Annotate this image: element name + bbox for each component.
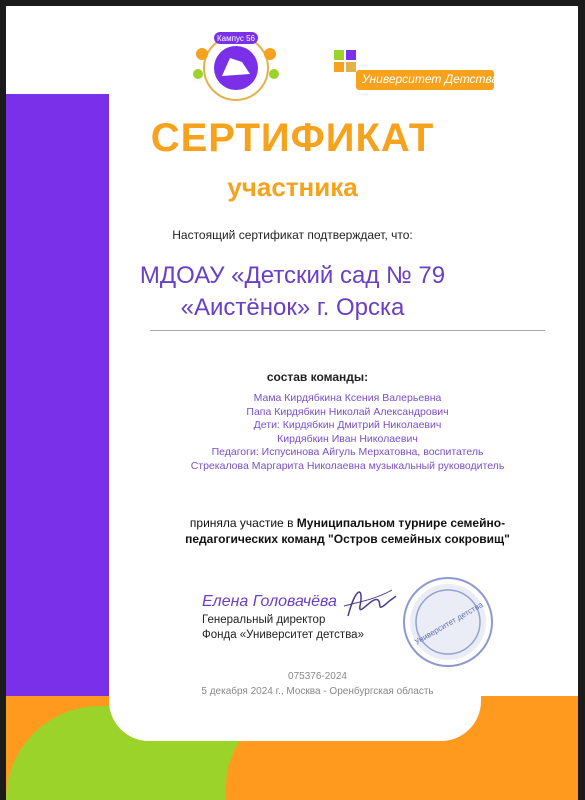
kampus-logo-icon — [184, 24, 288, 106]
organization-line-2: «Аистёнок» г. Орска — [180, 294, 405, 321]
team-member: Кирдябкин Иван Николаевич — [277, 432, 418, 445]
kampus-logo-text: Кампус 56 — [217, 34, 255, 43]
university-logo-label: Университет Детства — [362, 72, 499, 86]
team-member: Дети: Кирдябкин Дмитрий Николаевич — [253, 419, 442, 431]
stamp-text: Университет детства — [412, 600, 485, 647]
certificate-title: СЕРТИФИКАТ — [150, 116, 435, 160]
team-member: Мама Кирдябкина Ксения Валерьевна — [253, 392, 442, 404]
organization-line-1: МДОАУ «Детский сад № 79 — [139, 262, 446, 289]
signature-icon — [338, 576, 398, 626]
stamp-icon — [400, 574, 496, 670]
participation-event: Муниципальном турнире семейно-педагогических команд "Остров семейных сокровищ" — [185, 516, 510, 546]
team-list — [150, 392, 545, 473]
divider — [150, 330, 545, 331]
puzzle-icon — [334, 50, 356, 72]
signatory-role-line-2: Фонда «Университет детства» — [202, 629, 364, 641]
certificate-subtitle: участника — [227, 172, 358, 202]
team-member: Стрекалова Маргарита Николаевна музыкальный руководитель — [190, 459, 505, 472]
team-member: Педагоги: Испусинова Айгуль Мерхатовна, воспитатель — [211, 446, 484, 458]
signatory-name: Елена Головачёва — [202, 593, 337, 610]
participation-prefix: приняла участие в — [189, 516, 297, 530]
team-member: Папа Кирдябкин Николай Александрович — [246, 405, 449, 418]
confirm-text: Настоящий сертификат подтверждает, что: — [172, 228, 413, 242]
participation-text — [150, 515, 545, 547]
certificate-number: 075376-2024 — [288, 671, 347, 682]
team-heading: состав команды: — [266, 370, 369, 384]
signatory-role-line-1: Генеральный директор — [202, 614, 326, 626]
date-place: 5 декабря 2024 г., Москва - Оренбургская область — [201, 686, 434, 697]
